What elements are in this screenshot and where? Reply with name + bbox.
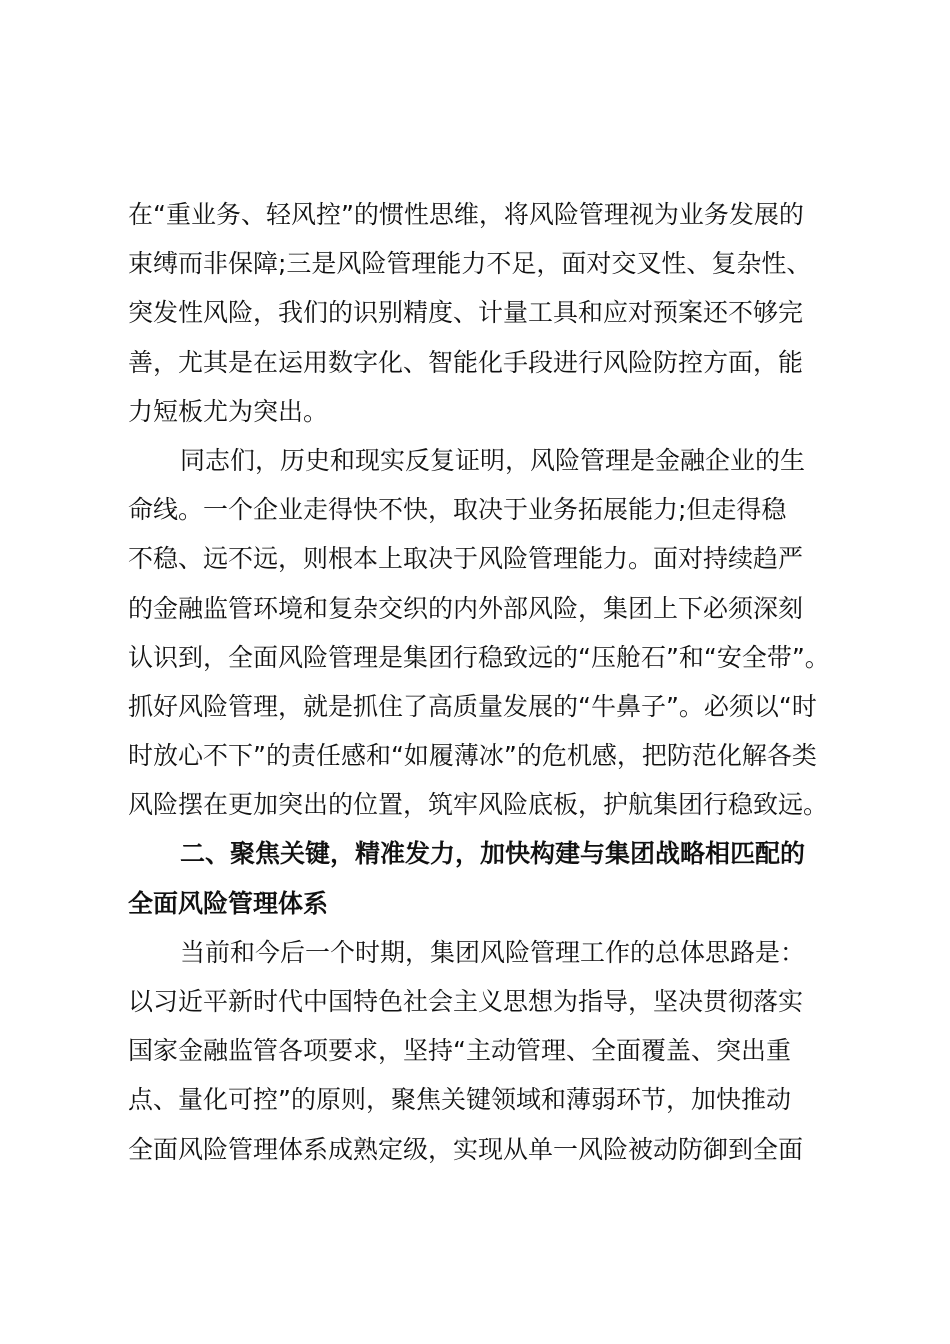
text-line: 命线。一个企业走得快不快，取决于业务拓展能力;但走得稳 (128, 495, 787, 525)
text-line: 同志们，历史和现实反复证明，风险管理是金融企业的生 (180, 445, 806, 475)
text-line: 认识到，全面风险管理是集团行稳致远的“压舱石”和“安全带”。 (128, 642, 830, 672)
section-heading: 全面风险管理体系 (128, 888, 329, 918)
text-line: 时放心不下”的责任感和“如履薄冰”的危机感，把防范化解各类 (128, 741, 817, 771)
text-line: 点、量化可控”的原则，聚焦关键领域和薄弱环节，加快推动 (128, 1085, 791, 1115)
text-line: 力短板尤为突出。 (128, 396, 329, 426)
text-line: 善，尤其是在运用数字化、智能化手段进行风险防控方面，能 (128, 347, 804, 377)
text-line: 国家金融监管各项要求，坚持“主动管理、全面覆盖、突出重 (128, 1036, 791, 1066)
text-line: 束缚而非保障;三是风险管理能力不足，面对交叉性、复杂性、 (128, 249, 812, 279)
text-line: 的金融监管环境和复杂交织的内外部风险，集团上下必须深刻 (128, 593, 804, 623)
text-line: 当前和今后一个时期，集团风险管理工作的总体思路是： (180, 937, 806, 967)
text-line: 风险摆在更加突出的位置，筑牢风险底板，护航集团行稳致远。 (128, 790, 829, 820)
document-body (128, 190, 830, 1174)
text-line: 突发性风险，我们的识别精度、计量工具和应对预案还不够完 (128, 298, 804, 328)
section-heading: 二、聚焦关键，精准发力，加快构建与集团战略相匹配的 (180, 839, 806, 869)
text-line: 以习近平新时代中国特色社会主义思想为指导，坚决贯彻落实 (128, 987, 804, 1016)
text-line: 全面风险管理体系成熟定级，实现从单一风险被动防御到全面 (128, 1134, 804, 1164)
text-line: 在“重业务、轻风控”的惯性思维，将风险管理视为业务发展的 (128, 200, 804, 229)
text-line: 不稳、远不远，则根本上取决于风险管理能力。面对持续趋严 (128, 544, 804, 574)
text-line: 抓好风险管理，就是抓住了高质量发展的“牛鼻子”。必须以“时 (128, 691, 817, 721)
